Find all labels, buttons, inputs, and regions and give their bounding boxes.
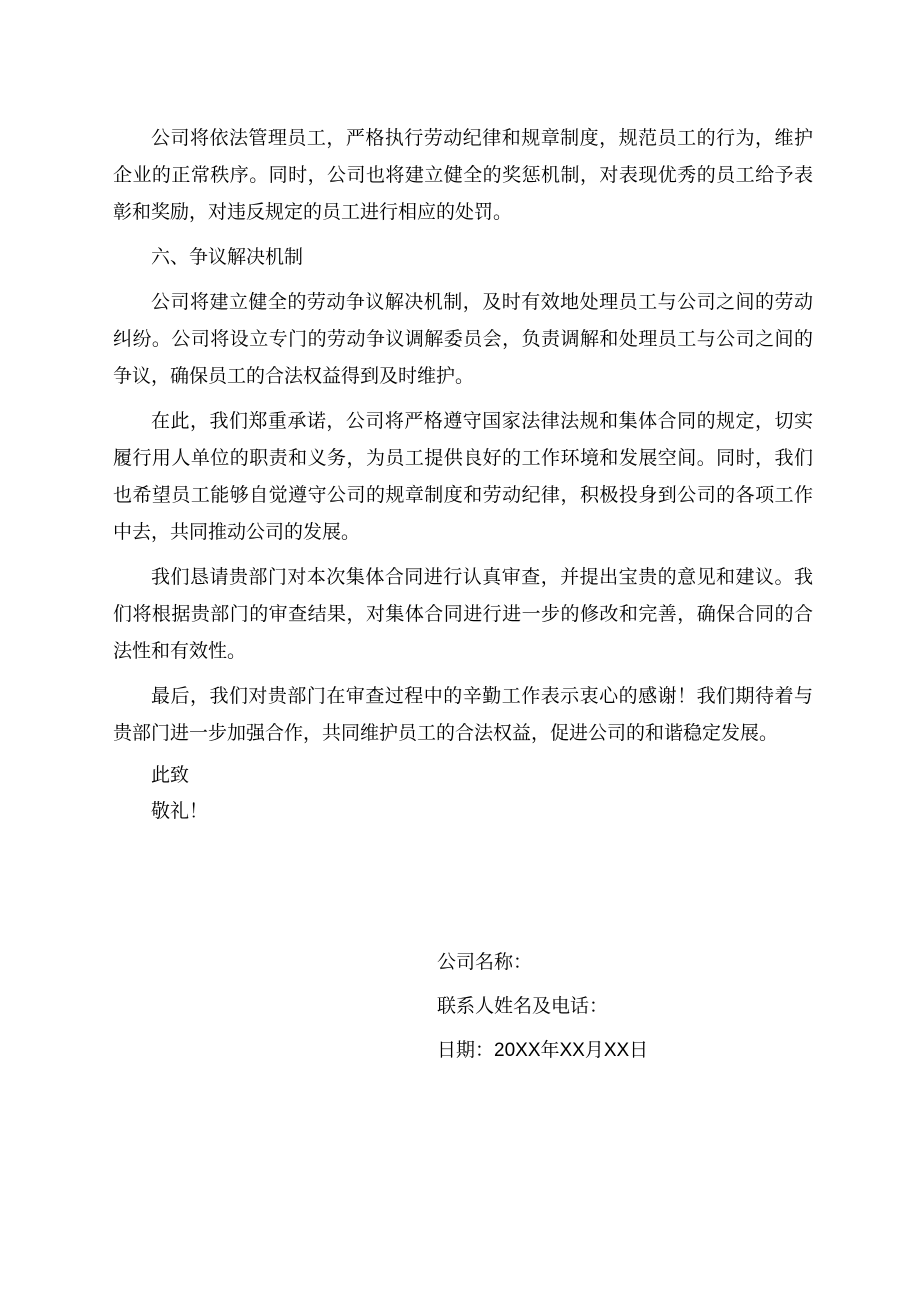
date-line [437,1028,817,1073]
date-label: 日期： [437,1039,495,1061]
letter-body [113,120,813,832]
date-value: 20XX年XX月XX日 [494,1040,649,1061]
signature-block [437,940,817,1073]
paragraph-thanks: 最后，我们对贵部门在审查过程中的辛勤工作表示衷心的感谢！我们期待着与贵部门进一步加强合作，共同维护员工的合法权益，促进公司的和谐稳定发展。 [113,685,813,744]
paragraph-dispute-mechanism: 公司将建立健全的劳动争议解决机制，及时有效地处理员工与公司之间的劳动纠纷。公司将设立专门的劳动争议调解委员会，负责调解和处理员工与公司之间的争议，确保员工的合法权益得到及时维护。 [113,291,813,387]
closing-salutation: 此致 [151,764,190,786]
contact-label: 联系人姓名及电话： [437,995,609,1017]
paragraph-commitment: 在此，我们郑重承诺，公司将严格遵守国家法律法规和集体合同的规定，切实履行用人单位的职责和义务，为员工提供良好的工作环境和发展空间。同时，我们也希望员工能够自觉遵守公司的规章制度和劳动纪律，积极投身到公司的各项工作中去，共同推动公司的发展。 [113,410,813,543]
paragraph-review-request: 我们恳请贵部门对本次集体合同进行认真审查，并提出宝贵的意见和建议。我们将根据贵部门的审查结果，对集体合同进行进一步的修改和完善，确保合同的合法性和有效性。 [113,566,813,662]
company-name-label: 公司名称： [437,951,533,973]
closing-regards: 敬礼！ [151,800,209,822]
section-heading-dispute-resolution: 六、争议解决机制 [151,246,304,268]
paragraph-discipline: 公司将依法管理员工，严格执行劳动纪律和规章制度，规范员工的行为，维护企业的正常秩序。同时，公司也将建立健全的奖惩机制，对表现优秀的员工给予表彰和奖励，对违反规定的员工进行相应的处罚。 [113,127,813,223]
